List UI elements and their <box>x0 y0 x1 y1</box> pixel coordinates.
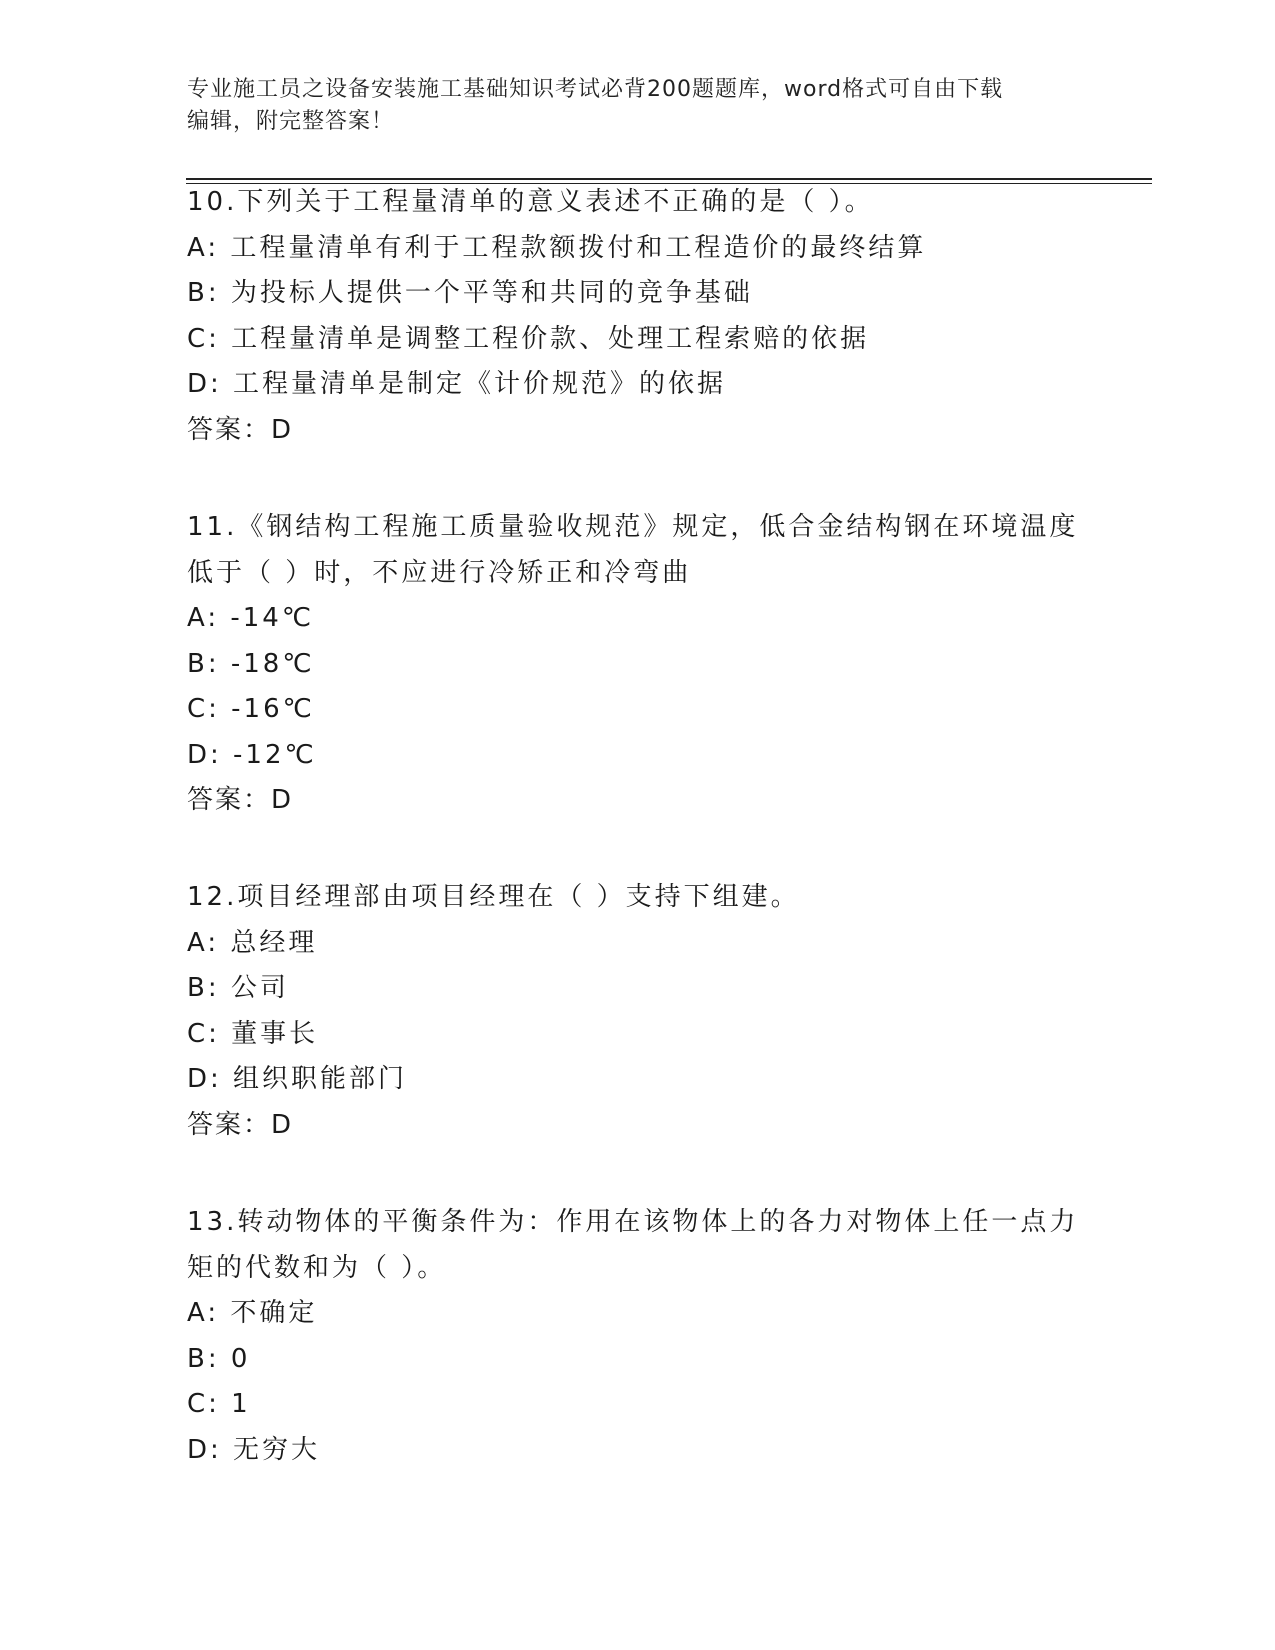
question-stem: 11.《钢结构工程施工质量验收规范》规定，低合金结构钢在环境温度 <box>187 512 1079 542</box>
option-b: B: 0 <box>187 1343 251 1374</box>
option-c: C: 1 <box>187 1389 251 1419</box>
question-stem: 13.转动物体的平衡条件为：作用在该物体上的各力对物体上任一点力 <box>187 1207 1079 1237</box>
option-b: B: 公司 <box>187 973 289 1003</box>
question-stem-continued: 矩的代数和为（ ）。 <box>187 1252 447 1283</box>
answer-label: 答案：D <box>187 785 294 815</box>
option-c: C: 工程量清单是调整工程价款、处理工程索赔的依据 <box>187 323 870 354</box>
option-a: A: 不确定 <box>187 1298 318 1328</box>
question-11 <box>187 505 1087 824</box>
option-c: C: 董事长 <box>187 1018 319 1049</box>
question-stem: 12.项目经理部由项目经理在（ ）支持下组建。 <box>187 882 800 912</box>
option-a: A: 总经理 <box>187 927 318 958</box>
option-d: D: 工程量清单是制定《计价规范》的依据 <box>187 369 727 399</box>
option-a: A: -14℃ <box>187 603 315 633</box>
header-line-1: 专业施工员之设备安装施工基础知识考试必背200题题库，word格式可自由下载 <box>187 77 1004 102</box>
option-d: D: 组织职能部门 <box>187 1064 408 1094</box>
option-c: C: -16℃ <box>187 694 315 724</box>
option-d: D: 无穷大 <box>187 1434 321 1465</box>
question-13 <box>187 1200 1087 1473</box>
question-12 <box>187 875 1087 1148</box>
option-b: B: -18℃ <box>187 648 315 679</box>
question-stem: 10.下列关于工程量清单的意义表述不正确的是（ ）。 <box>187 187 874 217</box>
question-10 <box>187 180 1087 453</box>
option-a: A: 工程量清单有利于工程款额拨付和工程造价的最终结算 <box>187 232 927 263</box>
answer-label: 答案：D <box>187 1109 294 1140</box>
option-d: D: -12℃ <box>187 739 317 770</box>
question-stem-continued: 低于（ ）时，不应进行冷矫正和冷弯曲 <box>187 557 692 588</box>
document-header <box>187 74 1087 138</box>
answer-label: 答案：D <box>187 414 294 445</box>
option-b: B: 为投标人提供一个平等和共同的竞争基础 <box>187 278 753 308</box>
header-line-2: 编辑，附完整答案！ <box>187 109 395 134</box>
